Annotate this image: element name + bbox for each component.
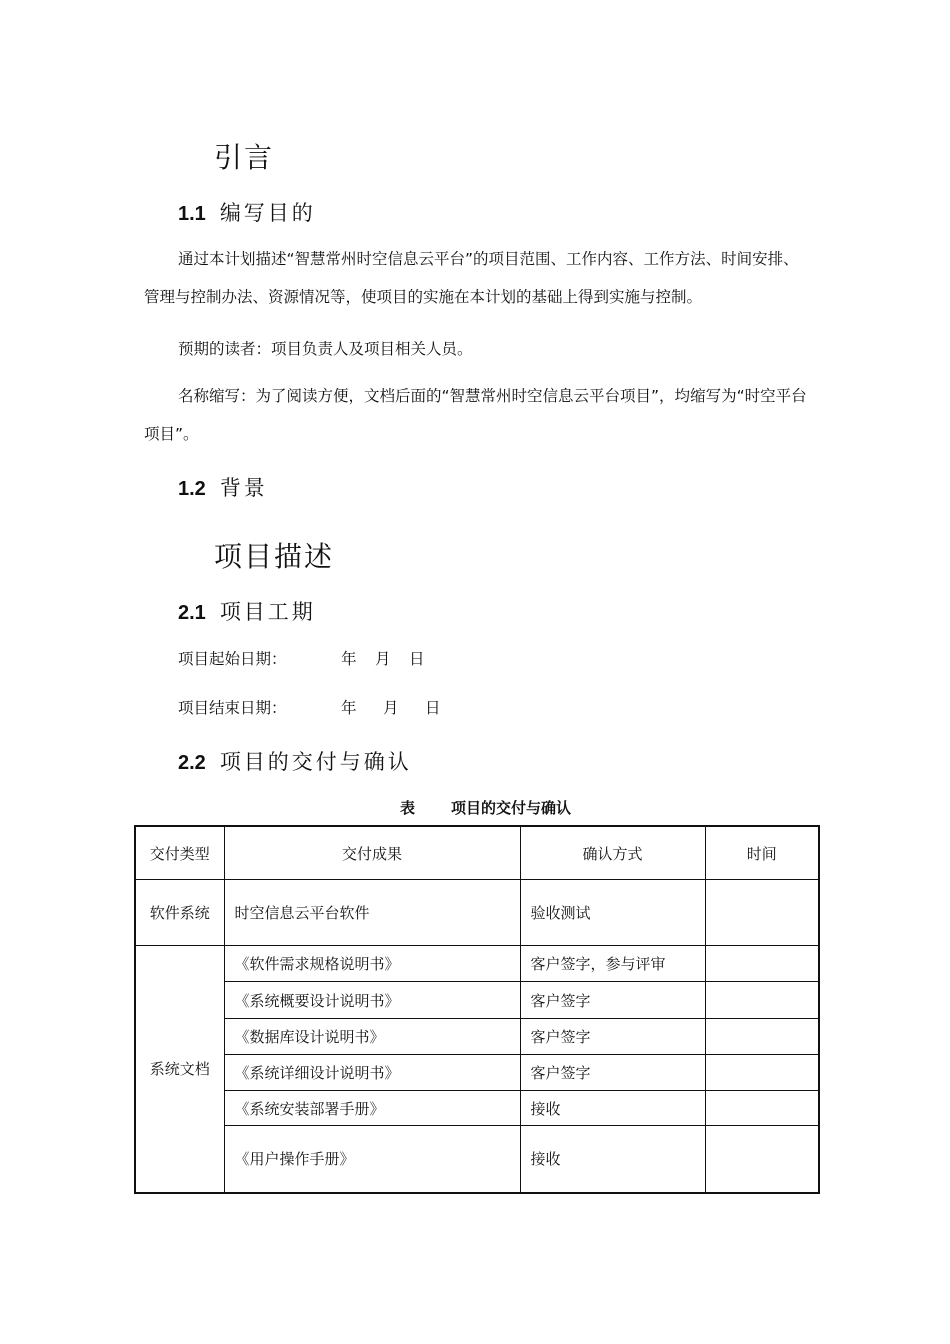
cell-result: 《系统概要设计说明书》 [224, 982, 520, 1019]
cell-result: 《系统详细设计说明书》 [224, 1055, 520, 1091]
table-row [135, 880, 819, 946]
header-time: 时间 [705, 826, 819, 880]
heading-1-1 [178, 197, 316, 227]
cell-result: 《用户操作手册》 [224, 1126, 520, 1193]
table-row [135, 982, 819, 1019]
cell-time [705, 982, 819, 1019]
paragraph-purpose: 通过本计划描述“智慧常州时空信息云平台”的项目范围、工作内容、工作方法、时间安排、管理与控制办法、资源情况等，使项目的实施在本计划的基础上得到实施与控制。 [144, 250, 799, 306]
table-row [135, 1055, 819, 1091]
year-label: 年 [341, 699, 357, 717]
heading-number: 2.2 [178, 752, 206, 774]
header-confirm: 确认方式 [520, 826, 705, 880]
cell-time [705, 1091, 819, 1126]
table-caption [400, 797, 571, 818]
cell-time [705, 1019, 819, 1055]
table-caption-prefix: 表 [400, 799, 416, 817]
cell-result: 《软件需求规格说明书》 [224, 946, 520, 982]
cell-confirm: 客户签字 [520, 982, 705, 1019]
table-row [135, 1019, 819, 1055]
paragraph-readers: 预期的读者：项目负责人及项目相关人员。 [178, 340, 473, 358]
start-date-row [178, 647, 425, 669]
section-2-title: 项目描述 [214, 540, 335, 573]
cell-confirm: 客户签字 [520, 1055, 705, 1091]
heading-text: 编写目的 [219, 201, 316, 225]
table-row [135, 1091, 819, 1126]
cell-result: 《数据库设计说明书》 [224, 1019, 520, 1055]
heading-1-2 [178, 472, 268, 502]
end-date-row [178, 696, 441, 718]
table-caption-text: 项目的交付与确认 [451, 799, 572, 817]
heading-2-1 [178, 596, 316, 626]
heading-text: 项目的交付与确认 [219, 750, 412, 774]
heading-number: 1.2 [178, 478, 206, 500]
heading-text: 项目工期 [219, 600, 316, 624]
heading-number: 1.1 [178, 203, 206, 225]
section-1-title: 引言 [214, 141, 275, 174]
year-label: 年 [341, 650, 357, 668]
header-type: 交付类型 [135, 826, 224, 880]
heading-text: 背景 [219, 476, 268, 500]
cell-confirm: 客户签字，参与评审 [520, 946, 705, 982]
cell-result: 《系统安装部署手册》 [224, 1091, 520, 1126]
cell-time [705, 880, 819, 946]
month-label: 月 [375, 650, 391, 668]
cell-type: 软件系统 [135, 880, 224, 946]
paragraph-abbreviation: 名称缩写：为了阅读方便，文档后面的“智慧常州时空信息云平台项目”，均缩写为“时空平台项目”。 [144, 387, 807, 443]
cell-time [705, 1055, 819, 1091]
table-header-row [135, 826, 819, 880]
day-label: 日 [425, 699, 441, 717]
cell-confirm: 接收 [520, 1126, 705, 1193]
table-row [135, 1126, 819, 1193]
month-label: 月 [383, 699, 399, 717]
cell-confirm: 验收测试 [520, 880, 705, 946]
deliverables-table [134, 825, 820, 1194]
cell-confirm: 接收 [520, 1091, 705, 1126]
table-row [135, 946, 819, 982]
day-label: 日 [409, 650, 425, 668]
cell-time [705, 946, 819, 982]
cell-time [705, 1126, 819, 1193]
cell-confirm: 客户签字 [520, 1019, 705, 1055]
cell-result: 时空信息云平台软件 [224, 880, 520, 946]
end-date-label: 项目结束日期： [178, 699, 287, 717]
header-result: 交付成果 [224, 826, 520, 880]
heading-2-2 [178, 746, 412, 776]
start-date-label: 项目起始日期： [178, 650, 287, 668]
heading-number: 2.1 [178, 602, 206, 624]
cell-type: 系统文档 [135, 946, 224, 1193]
